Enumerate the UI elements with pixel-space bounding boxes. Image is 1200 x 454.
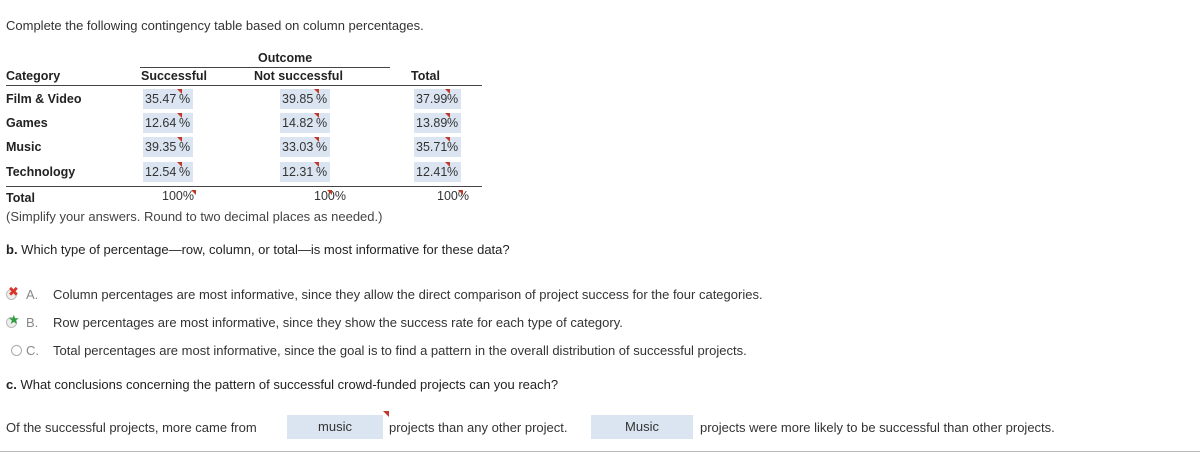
total-total-mark (458, 190, 463, 195)
percent-sign: % (447, 140, 459, 154)
cell-value: 33.03 (282, 140, 314, 154)
percent-sign: % (316, 116, 328, 130)
total-successful-mark (191, 190, 196, 195)
cell-value: 35.47 (145, 92, 177, 106)
option-b-text: Row percentages are most informative, since they show the success rate for each type of category. (53, 315, 623, 330)
outcome-header: Outcome (258, 51, 313, 65)
conclusion-text-part3: projects were more likely to be successful than other projects. (700, 420, 1055, 435)
percent-sign: % (179, 165, 191, 179)
cell-value: 12.54 (145, 165, 177, 179)
row-label: Games (6, 116, 48, 130)
row-label: Technology (6, 165, 76, 179)
percent-sign: % (316, 140, 328, 154)
cell-value: 14.82 (282, 116, 314, 130)
cell-value: 13.89 (416, 116, 448, 130)
percent-sign: % (179, 140, 191, 154)
option-c-text: Total percentages are most informative, since the goal is to find a pattern in the overall distribution of successful projects. (53, 343, 747, 358)
percent-sign: % (179, 116, 191, 130)
option-a-letter: A. (26, 287, 39, 302)
not-successful-header: Not successful (254, 69, 343, 83)
option-a-text: Column percentages are most informative, since they allow the direct comparison of project success for the four categories. (53, 287, 763, 302)
cell-value: 35.71 (416, 140, 448, 154)
category-header: Category (6, 69, 61, 83)
instructions-text: Complete the following contingency table based on column percentages. (6, 18, 424, 33)
cell-value: 37.99 (416, 92, 448, 106)
percent-sign: % (447, 165, 459, 179)
star-icon: ★ (8, 312, 20, 327)
cell-value: 39.85 (282, 92, 314, 106)
x-mark-icon: ✖ (8, 284, 19, 299)
bottom-divider (0, 451, 1200, 452)
total-not-successful-value: 100% (314, 189, 346, 203)
percent-sign: % (316, 165, 328, 179)
answer-field-2-value: Music (625, 419, 659, 434)
question-c: c. What conclusions concerning the pattern of successful crowd-funded projects can you reach? (6, 377, 559, 392)
cell-value: 12.41 (416, 165, 448, 179)
percent-sign: % (179, 92, 191, 106)
rounding-note: (Simplify your answers. Round to two decimal places as needed.) (6, 209, 383, 224)
answer-field-1[interactable] (287, 415, 383, 439)
conclusion-text-part2: projects than any other project. (389, 420, 568, 435)
answer-field-1-mark (383, 411, 389, 417)
total-total-value: 100% (437, 189, 469, 203)
cell-value: 39.35 (145, 140, 177, 154)
radio-icon[interactable] (11, 345, 22, 356)
row-label: Music (6, 140, 42, 154)
percent-sign: % (447, 116, 459, 130)
cell-value: 12.31 (282, 165, 314, 179)
row-label: Film & Video (6, 92, 82, 106)
answer-field-2[interactable] (591, 415, 693, 439)
total-successful-value: 100% (162, 189, 194, 203)
total-row-label: Total (6, 191, 35, 205)
total-separator (6, 186, 482, 187)
question-b: b. Which type of percentage—row, column, or total—is most informative for these data? (6, 242, 510, 257)
cell-value: 12.64 (145, 116, 177, 130)
option-b-letter: B. (26, 315, 39, 330)
conclusion-text-part1: Of the successful projects, more came from (6, 420, 257, 435)
answer-field-1-value: music (318, 419, 352, 434)
outcome-underline (140, 67, 390, 68)
header-underline (6, 85, 482, 86)
percent-sign: % (447, 92, 459, 106)
percent-sign: % (316, 92, 328, 106)
total-header: Total (411, 69, 440, 83)
option-c-letter: C. (26, 343, 39, 358)
total-not-successful-mark (327, 190, 332, 195)
successful-header: Successful (141, 69, 208, 83)
